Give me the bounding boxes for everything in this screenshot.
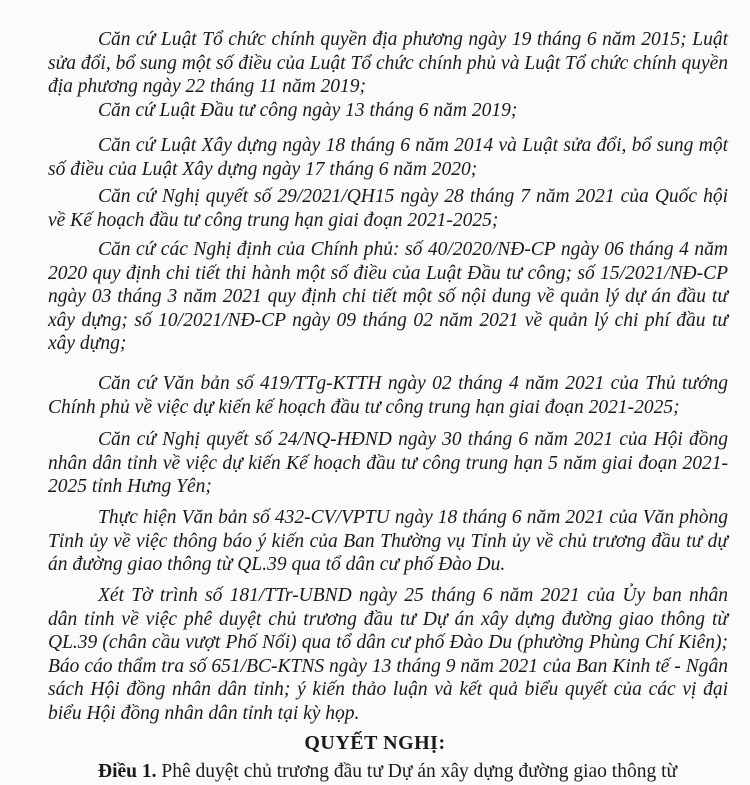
preamble-paragraph-4: Căn cứ Nghị quyết số 29/2021/QH15 ngày 28 tháng 7 năm 2021 của Quốc hội về Kế hoạch đầu tư công trung hạn giai đoạn 2021-2025; <box>48 186 728 231</box>
preamble-paragraph-5: Căn cứ các Nghị định của Chính phủ: số 40/2020/NĐ-CP ngày 06 tháng 4 năm 2020 quy định chi tiết thi hành một số điều của Luật Đầu tư công; số 15/2021/NĐ-CP ngày 03 tháng 3 năm 2021 quy định chi tiết một số nội dung về quản lý dự án đầu tư xây dựng; số 10/2021/NĐ-CP ngày 09 tháng 02 năm 2021 về quản lý chi phí đầu tư xây dựng; <box>48 239 728 354</box>
preamble-paragraph-3: Căn cứ Luật Xây dựng ngày 18 tháng 6 năm 2014 và Luật sửa đổi, bổ sung một số điều của Luật Xây dựng ngày 17 tháng 6 năm 2020; <box>48 135 728 180</box>
preamble-paragraph-1: Căn cứ Luật Tổ chức chính quyền địa phương ngày 19 tháng 6 năm 2015; Luật sửa đổi, bổ sung một số điều của Luật Tổ chức chính phủ và Luật Tổ chức chính quyền địa phương ngày 22 tháng 11 năm 2019; <box>48 29 728 97</box>
article-1 <box>48 760 738 784</box>
resolution-heading: QUYẾT NGHỊ: <box>304 732 446 754</box>
preamble-paragraph-9: Xét Tờ trình số 181/TTr-UBND ngày 25 tháng 6 năm 2021 của Ủy ban nhân dân tỉnh về việc phê duyệt chủ trương đầu tư Dự án xây dựng đường giao thông từ QL.39 (chân cầu vượt Phố Nối) qua tổ dân cư phố Đào Du (phường Phùng Chí Kiên); Báo cáo thẩm tra số 651/BC-KTNS ngày 13 tháng 9 năm 2021 của Ban Kinh tế - Ngân sách Hội đồng nhân dân tỉnh; ý kiến thảo luận và kết quả biểu quyết của các vị đại biểu Hội đồng nhân dân tỉnh tại kỳ họp. <box>48 585 728 724</box>
preamble-paragraph-2: Căn cứ Luật Đầu tư công ngày 13 tháng 6 năm 2019; <box>98 100 518 121</box>
article-1-label: Điều 1. <box>98 761 157 782</box>
preamble-paragraph-7: Căn cứ Nghị quyết số 24/NQ-HĐND ngày 30 tháng 6 năm 2021 của Hội đồng nhân dân tỉnh về việc dự kiến Kế hoạch đầu tư công trung hạn 5 năm giai đoạn 2021-2025 tỉnh Hưng Yên; <box>48 429 728 497</box>
preamble-paragraph-6: Căn cứ Văn bản số 419/TTg-KTTH ngày 02 tháng 4 năm 2021 của Thủ tướng Chính phủ về việc dự kiến kế hoạch đầu tư công trung hạn giai đoạn 2021-2025; <box>48 373 728 418</box>
preamble-paragraph-8: Thực hiện Văn bản số 432-CV/VPTU ngày 18 tháng 6 năm 2021 của Văn phòng Tỉnh ủy về việc thông báo ý kiến của Ban Thường vụ Tỉnh ủy về chủ trương đầu tư dự án đường giao thông từ QL.39 qua tổ dân cư phố Đào Du. <box>48 507 728 575</box>
article-1-text: Phê duyệt chủ trương đầu tư Dự án xây dựng đường giao thông từ <box>156 761 678 782</box>
